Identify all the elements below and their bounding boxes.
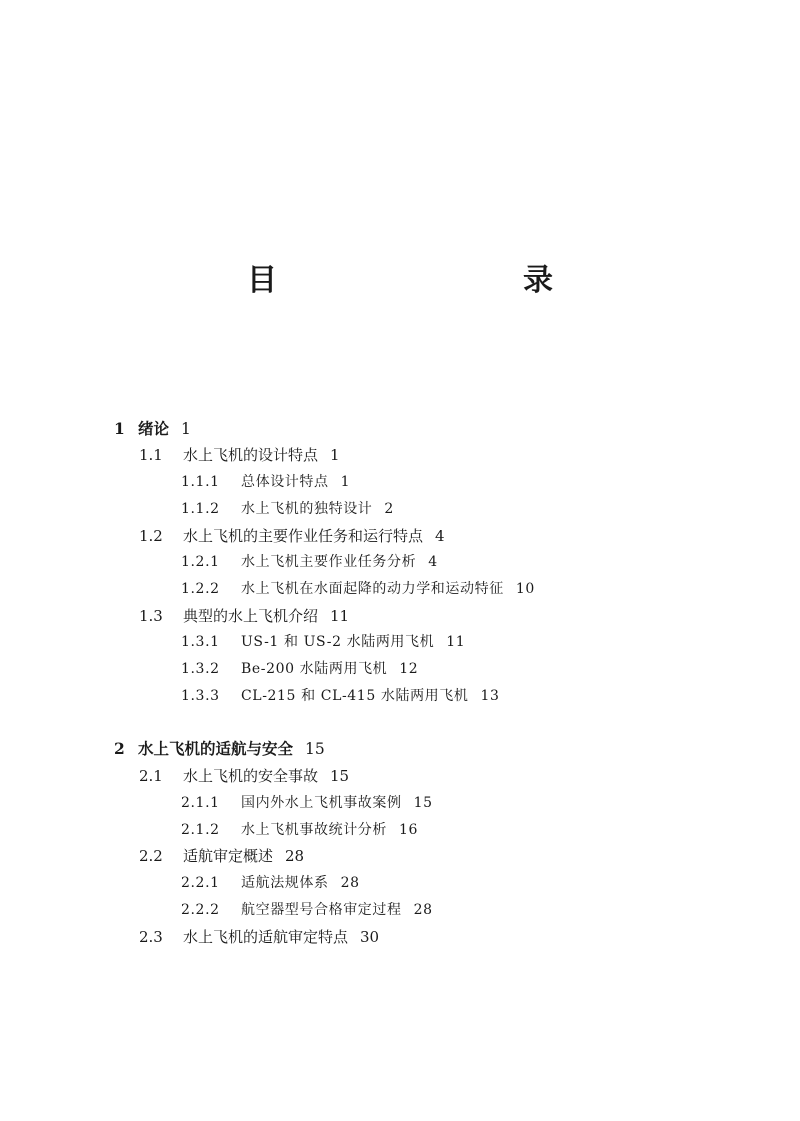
toc-page: 1 xyxy=(340,474,351,490)
toc-page: 13 xyxy=(480,688,500,704)
toc-subsection-1-2-1[interactable] xyxy=(181,552,438,572)
toc-section-2-2[interactable] xyxy=(139,846,304,866)
toc-title: 水上飞机的设计特点 xyxy=(183,446,319,464)
toc-number: 1.3.1 xyxy=(181,634,220,650)
toc-subsection-2-2-1[interactable] xyxy=(181,873,360,893)
toc-subsection-1-3-2[interactable] xyxy=(181,659,418,679)
toc-page: 10 xyxy=(515,581,535,597)
toc-page: 28 xyxy=(340,875,360,891)
toc-title: 水上飞机的安全事故 xyxy=(183,767,319,785)
toc-page: 2 xyxy=(384,501,394,517)
toc-title: 水上飞机的独特设计 xyxy=(241,501,373,517)
toc-section-2-3[interactable] xyxy=(139,927,379,947)
toc-page: 15 xyxy=(413,795,433,811)
toc-subsection-2-1-1[interactable] xyxy=(181,793,433,813)
toc-page: 16 xyxy=(399,822,419,838)
toc-title: 绪论 xyxy=(138,419,170,438)
toc-section-1-3[interactable] xyxy=(139,606,349,626)
toc-title: 水上飞机主要作业任务分析 xyxy=(241,554,417,570)
toc-title: 国内外水上飞机事故案例 xyxy=(241,795,402,811)
toc-number: 1.3 xyxy=(139,607,163,625)
page-title: 目 录 xyxy=(247,263,615,298)
toc-number: 1.1.1 xyxy=(181,474,220,490)
toc-number: 2.3 xyxy=(139,928,163,946)
toc-page: 11 xyxy=(330,607,350,625)
toc-page: 28 xyxy=(413,902,433,918)
toc-page: 11 xyxy=(446,634,466,650)
toc-page: 12 xyxy=(399,661,419,677)
toc-title: Be-200 水陆两用飞机 xyxy=(241,661,388,677)
toc-page: 1 xyxy=(181,420,191,438)
toc-chapter-2[interactable] xyxy=(114,739,325,759)
toc-subsection-1-3-1[interactable] xyxy=(181,632,465,652)
toc-page: 15 xyxy=(330,767,350,785)
toc-number: 2.2.2 xyxy=(181,902,220,918)
toc-title: 适航审定概述 xyxy=(183,847,274,865)
toc-number: 2.2 xyxy=(139,847,163,865)
toc-title: 水上飞机的适航审定特点 xyxy=(183,928,349,946)
toc-subsection-2-2-2[interactable] xyxy=(181,900,433,920)
toc-section-1-1[interactable] xyxy=(139,445,340,465)
toc-number: 2.2.1 xyxy=(181,875,220,891)
toc-page: 4 xyxy=(428,554,438,570)
toc-subsection-1-1-2[interactable] xyxy=(181,499,394,519)
toc-title: CL-215 和 CL-415 水陆两用飞机 xyxy=(241,688,469,704)
toc-title: 水上飞机在水面起降的动力学和运动特征 xyxy=(241,581,504,597)
toc-number: 2 xyxy=(114,739,125,758)
toc-number: 1.3.3 xyxy=(181,688,220,704)
toc-subsection-1-1-1[interactable] xyxy=(181,472,350,492)
toc-title: US-1 和 US-2 水陆两用飞机 xyxy=(241,634,435,650)
toc-page: 28 xyxy=(285,847,305,865)
toc-number: 1.2.1 xyxy=(181,554,220,570)
toc-title: 航空器型号合格审定过程 xyxy=(241,902,402,918)
toc-title: 水上飞机的适航与安全 xyxy=(138,739,294,758)
toc-title: 典型的水上飞机介绍 xyxy=(183,607,319,625)
toc-page: 15 xyxy=(305,740,325,758)
toc-number: 1.1 xyxy=(139,446,163,464)
toc-title: 水上飞机的主要作业任务和运行特点 xyxy=(183,527,424,545)
toc-chapter-1[interactable] xyxy=(114,419,191,439)
toc-subsection-1-2-2[interactable] xyxy=(181,579,535,599)
toc-section-1-2[interactable] xyxy=(139,526,445,546)
toc-title: 水上飞机事故统计分析 xyxy=(241,822,387,838)
toc-section-2-1[interactable] xyxy=(139,766,349,786)
toc-number: 1.2.2 xyxy=(181,581,220,597)
toc-number: 1.1.2 xyxy=(181,501,220,517)
toc-number: 2.1 xyxy=(139,767,163,785)
toc-number: 1 xyxy=(114,419,125,438)
toc-page: 1 xyxy=(330,446,340,464)
toc-title: 适航法规体系 xyxy=(241,875,329,891)
toc-title: 总体设计特点 xyxy=(241,474,329,490)
toc-number: 2.1.1 xyxy=(181,795,220,811)
toc-page: 4 xyxy=(435,527,445,545)
toc-subsection-2-1-2[interactable] xyxy=(181,820,418,840)
toc-number: 2.1.2 xyxy=(181,822,220,838)
toc-number: 1.3.2 xyxy=(181,661,220,677)
toc-number: 1.2 xyxy=(139,527,163,545)
toc-page: 30 xyxy=(360,928,380,946)
toc-subsection-1-3-3[interactable] xyxy=(181,686,500,706)
